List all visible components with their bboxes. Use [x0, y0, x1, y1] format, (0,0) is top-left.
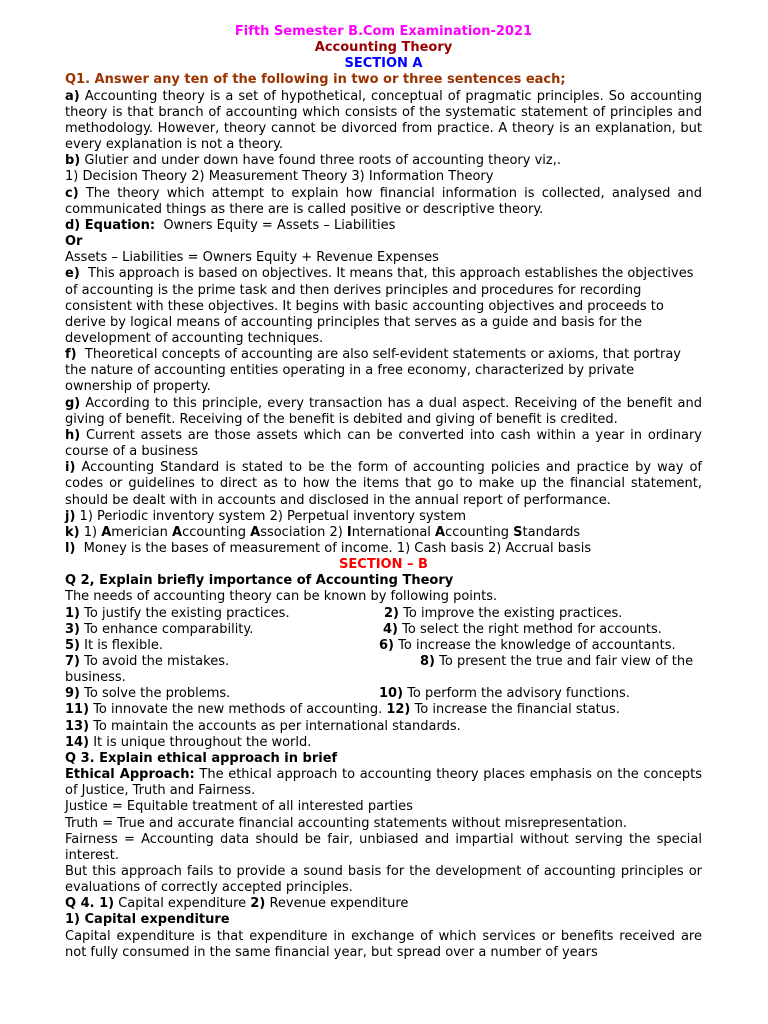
q3-ethical-approach — [65, 767, 702, 799]
q1-answer-d-equation: Assets – Liabilities = Owners Equity + Revenue Expenses — [65, 250, 439, 266]
answer-text: ccounting — [182, 524, 251, 540]
q2-point-continuation: business. — [65, 670, 126, 686]
answer-text: Money is the bases of measurement of income. 1) Cash basis 2) Accrual basis — [83, 541, 592, 556]
section-a-heading: SECTION A — [344, 56, 423, 72]
point-text: To present the true and fair view of the — [439, 654, 694, 670]
point-number: 2) — [384, 605, 399, 621]
q2-points-row — [65, 686, 702, 702]
q1-heading: Q1. Answer any ten of the following in two or three sentences each; — [65, 72, 566, 88]
point-number: 8) — [420, 654, 435, 670]
point-number: 10) — [379, 686, 404, 702]
q1-answer-j — [65, 509, 702, 525]
answer-label: a) — [65, 88, 80, 104]
point-number: 3) — [65, 621, 80, 637]
q1-answer-i — [65, 460, 702, 508]
answer-text: This approach is based on objectives. It means that, this approach establishes the objectives of accounting is the prime task and then derives principles and procedures for recording consistent with these objectives. It begins with basic accounting objectives and proceeds to derive by logical means of accounting principles that serves as a guide and basis for the development of accounting techniques. — [65, 266, 694, 346]
q1-answer-g — [65, 396, 702, 428]
q1-answer-b-theories: 1) Decision Theory 2) Measurement Theory 3) Information Theory — [65, 169, 494, 185]
answer-text: 1) Periodic inventory system 2) Perpetual inventory system — [79, 508, 467, 524]
point-left — [65, 638, 163, 653]
point-number: 6) — [379, 637, 394, 653]
q1-answer-f — [65, 347, 702, 395]
point-left — [65, 686, 230, 701]
point-number: 11) — [65, 702, 90, 718]
q3-heading: Q 3. Explain ethical approach in brief — [65, 750, 338, 766]
point-left — [65, 654, 229, 669]
answer-text: According to this principle, every transaction has a dual aspect. Receiving of the benefit and giving of benefit. Receiving of the benefit is debited and giving of benefit is credited. — [65, 395, 702, 427]
q1-answer-k — [65, 525, 702, 541]
answer-label: 2) — [250, 896, 266, 912]
acronym-letter: A — [435, 524, 446, 540]
q2-points-row — [65, 622, 702, 638]
answer-text: Capital expenditure — [118, 896, 247, 912]
answer-text: ccounting — [445, 524, 514, 540]
answer-text: tandards — [522, 524, 581, 540]
point-right — [379, 638, 676, 654]
q1-answer-e — [65, 266, 702, 347]
q1-answer-d-or: Or — [65, 234, 83, 250]
point-text: To avoid the mistakes. — [84, 654, 230, 670]
acronym-letter: S — [513, 524, 523, 540]
answer-text: Accounting Standard is stated to be the form of accounting policies and practice by way of codes or guidelines to direct as to how the items that go to make up the financial statement, should be dealt with in accounts and disclosed in the annual report of performance. — [65, 460, 702, 508]
answer-text: Owners Equity = Assets – Liabilities — [163, 217, 396, 233]
q1-answer-c — [65, 186, 702, 218]
point-text: To solve the problems. — [84, 686, 231, 702]
q2-points-row — [65, 654, 702, 670]
point-right — [383, 622, 662, 638]
point-number: 13) — [65, 718, 90, 734]
q4-capital-expenditure-heading: 1) Capital expenditure — [65, 912, 230, 928]
q3-limitation: But this approach fails to provide a sound basis for the development of accounting principles or evaluations of correctly accepted principles. — [65, 864, 702, 896]
q4-heading — [65, 896, 702, 912]
point-text: To increase the knowledge of accountants. — [398, 637, 676, 653]
q1-answer-h — [65, 428, 702, 460]
point-number: 4) — [383, 621, 398, 637]
acronym-letter: A — [172, 524, 183, 540]
answer-label: i) — [65, 460, 76, 476]
point-number: 7) — [65, 654, 80, 670]
q1-answer-l — [65, 541, 702, 557]
exam-title: Fifth Semester B.Com Examination-2021 — [234, 24, 533, 39]
q1-answer-a — [65, 89, 702, 154]
point-text: It is unique throughout the world. — [93, 734, 312, 750]
answer-text: Current assets are those assets which can be converted into cash within a year in ordinary course of a business — [65, 427, 702, 460]
answer-label: g) — [65, 395, 81, 411]
acronym-letter: A — [250, 524, 261, 540]
point-number: 12) — [386, 702, 411, 718]
answer-label: f) — [65, 347, 77, 363]
q1-answer-d — [65, 218, 702, 234]
point-text: To justify the existing practices. — [84, 605, 290, 621]
q3-justice: Justice = Equitable treatment of all interested parties — [65, 799, 413, 815]
answer-text: Glutier and under down have found three roots of accounting theory viz,. — [84, 153, 561, 169]
q4-capital-expenditure-text: Capital expenditure is that expenditure in exchange of which services or benefits received are not fully consumed in the same financial year, but spread over a number of years — [65, 928, 702, 960]
answer-label: k) — [65, 524, 80, 540]
point-text: To innovate the new methods of accounting. — [93, 702, 383, 718]
answer-label: b) — [65, 153, 81, 169]
answer-text: Revenue expenditure — [269, 896, 409, 912]
q2-heading: Q 2, Explain briefly importance of Accounting Theory — [65, 573, 454, 589]
point-text: To improve the existing practices. — [403, 605, 623, 621]
point-text: To select the right method for accounts. — [402, 621, 662, 637]
answer-text: The theory which attempt to explain how financial information is collected, analysed and communicated things as there are is called positive or descriptive theory. — [65, 185, 702, 217]
q3-truth: Truth = True and accurate financial accounting statements without misrepresentation. — [65, 815, 627, 831]
section-b-heading: SECTION – B — [339, 557, 428, 573]
answer-label: Q 4. 1) — [65, 896, 115, 912]
point-text: To enhance comparability. — [84, 621, 254, 637]
point-left — [65, 622, 253, 637]
point-left — [65, 606, 290, 621]
answer-text: ssociation 2) — [260, 524, 347, 540]
q2-points-row — [65, 735, 702, 751]
acronym-letter: I — [346, 524, 352, 540]
point-text: To perform the advisory functions. — [407, 686, 630, 702]
point-text: To increase the financial status. — [414, 702, 620, 718]
q3-fairness: Fairness = Accounting data should be fair, unbiased and impartial without serving the special interest. — [65, 831, 702, 863]
answer-text: Accounting theory is a set of hypothetical, conceptual of pragmatic principles. So accounting theory is that branch of accounting which consists of the systematic statement of principles and methodology. However, theory cannot be divorced from practice. A theory is an explanation, but every explanation is not a theory. — [65, 88, 702, 153]
point-text: To maintain the accounts as per international standards. — [93, 718, 461, 734]
answer-text-prefix: 1) — [83, 524, 102, 540]
point-number: 14) — [65, 734, 90, 750]
answer-label: j) — [65, 508, 76, 524]
answer-text: The ethical approach to accounting theory places emphasis on the concepts of Justice, Truth and Fairness. — [65, 767, 702, 799]
q2-points-row — [65, 702, 702, 718]
answer-text: nternational — [351, 524, 436, 540]
q2-intro: The needs of accounting theory can be known by following points. — [65, 589, 498, 605]
point-number: 9) — [65, 686, 80, 702]
point-number: 1) — [65, 605, 80, 621]
answer-label: l) — [65, 541, 76, 556]
q2-points-row — [65, 638, 702, 654]
subject-title: Accounting Theory — [314, 40, 453, 56]
point-number: 5) — [65, 637, 80, 653]
acronym-letter: A — [101, 524, 112, 540]
q2-points-row — [65, 719, 702, 735]
q2-points-row — [65, 606, 702, 622]
answer-label: Ethical Approach: — [65, 767, 195, 783]
answer-label: d) Equation: — [65, 217, 156, 233]
answer-text: Theoretical concepts of accounting are also self-evident statements or axioms, that portray the nature of accounting entities operating in a free economy, characterized by private ownership of property. — [65, 347, 681, 395]
answer-label: c) — [65, 185, 79, 201]
q1-answer-b — [65, 153, 702, 169]
answer-label: e) — [65, 266, 80, 282]
point-right — [384, 606, 622, 622]
answer-label: h) — [65, 427, 81, 443]
answer-text: merician — [111, 524, 172, 540]
point-right — [379, 686, 630, 702]
point-text: It is flexible. — [84, 637, 163, 653]
point-right — [420, 654, 693, 670]
